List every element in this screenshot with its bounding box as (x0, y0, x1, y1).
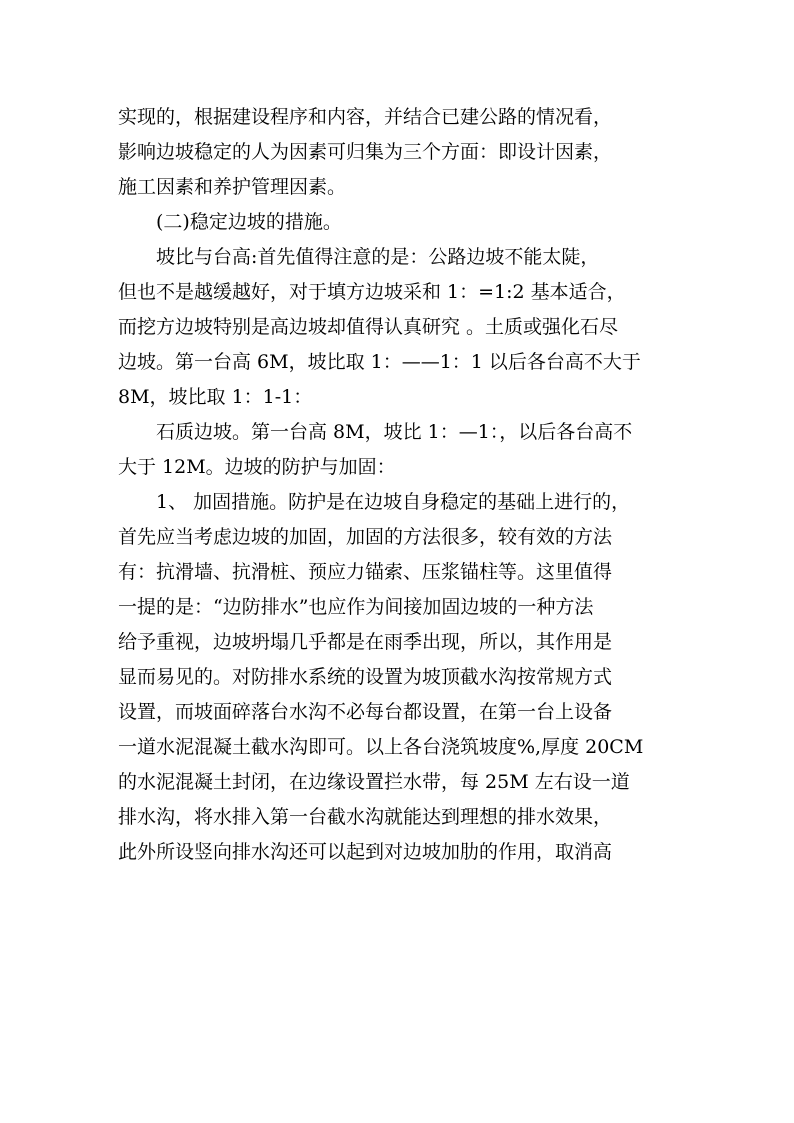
text-line-3: 施工因素和养护管理因素。 (118, 176, 347, 198)
text-line-10: 石质边坡。第一台高 8M，坡比 1：—1：，以后各台高不 (156, 421, 633, 443)
text-line-17: 显而易见的。对防排水系统的设置为坡顶截水沟按常规方式 (118, 666, 613, 688)
text-line-6: 但也不是越缓越好，对于填方边坡采和 1：=1:2 基本适合， (118, 281, 626, 303)
text-line-13: 首先应当考虑边坡的加固，加固的方法很多，较有效的方法 (118, 526, 613, 548)
text-line-15: 一提的是：“边防排水”也应作为间接加固边坡的一种方法 (118, 596, 594, 618)
text-line-22: 此外所设竖向排水沟还可以起到对边坡加肋的作用，取消高 (118, 841, 613, 863)
text-line-7: 而挖方边坡特别是高边坡却值得认真研究 。土质或强化石尽 (118, 316, 619, 338)
text-line-14: 有：抗滑墙、抗滑桩、预应力锚索、压浆锚柱等。这里值得 (118, 561, 613, 583)
text-line-20: 的水泥混凝土封闭，在边缘设置拦水带，每 25M 左右设一道 (118, 771, 630, 793)
text-line-18: 设置，而坡面碎落台水沟不必每台都设置，在第一台上设备 (118, 701, 613, 723)
text-line-5: 坡比与台高:首先值得注意的是：公路边坡不能太陡， (156, 246, 600, 268)
text-line-19: 一道水泥混凝土截水沟即可。以上各台浇筑坡度%,厚度 20CM (118, 736, 644, 758)
text-line-4: (二)稳定边坡的措施。 (156, 211, 342, 233)
body-text (118, 100, 678, 870)
text-line-9: 8M，坡比取 1：1-1： (118, 386, 313, 408)
text-line-16: 给予重视，边坡坍塌几乎都是在雨季出现，所以，其作用是 (118, 631, 613, 653)
text-line-11: 大于 12M。边坡的防护与加固： (118, 456, 396, 478)
text-line-8: 边坡。第一台高 6M，坡比取 1：——1：1 以后各台高不大于 (118, 351, 641, 373)
text-line-2: 影响边坡稳定的人为因素可归集为三个方面：即设计因素， (118, 141, 613, 163)
text-line-21: 排水沟，将水排入第一台截水沟就能达到理想的排水效果， (118, 806, 613, 828)
text-line-12: 1、 加固措施。防护是在边坡自身稳定的基础上进行的， (156, 491, 631, 513)
text-line-1: 实现的，根据建设程序和内容，并结合已建公路的情况看， (118, 106, 613, 128)
